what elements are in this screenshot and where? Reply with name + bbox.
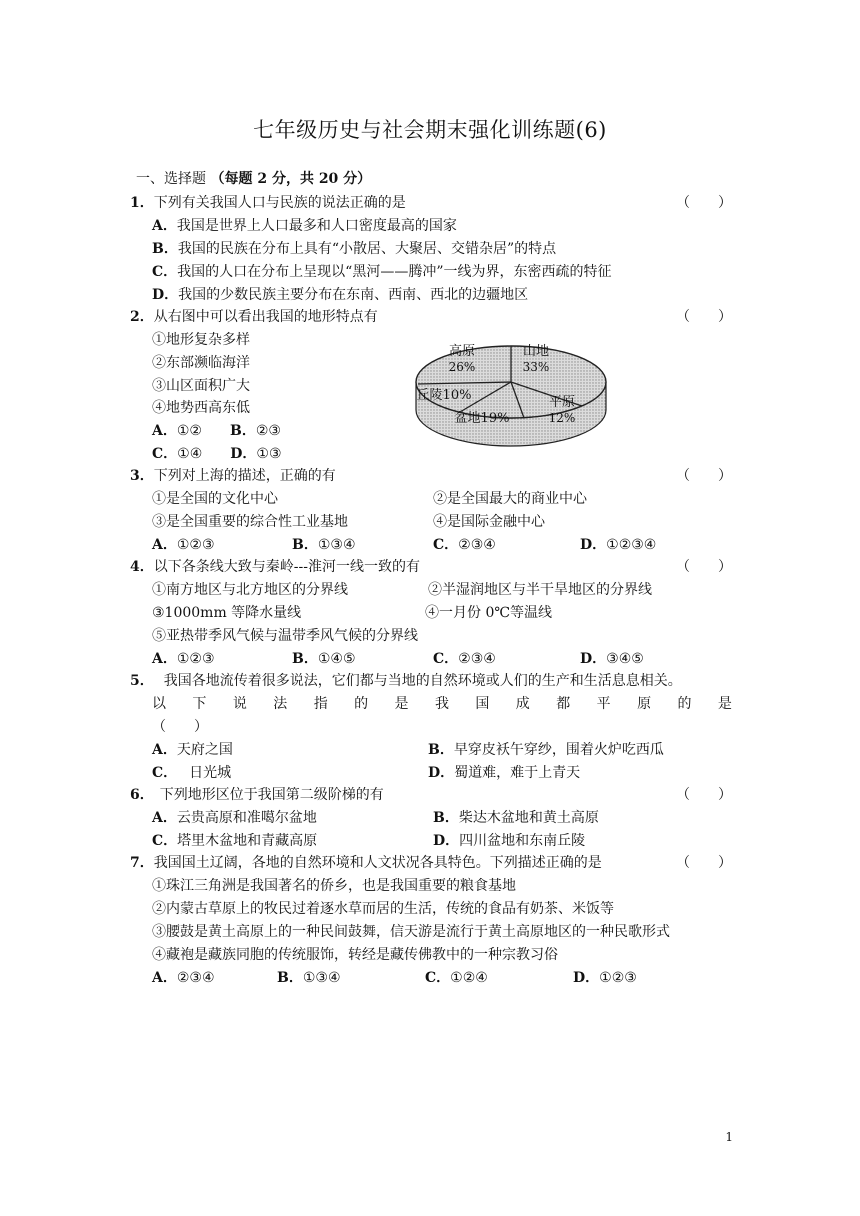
answer-bracket: （ ）: [676, 559, 732, 575]
statement-item: ①珠江三角洲是我国著名的侨乡，也是我国重要的粮食基地: [152, 878, 516, 894]
page-number: 1: [725, 1130, 733, 1144]
option-c: C． 日光城: [152, 765, 232, 781]
question-stem: 6． 下列地形区位于我国第二级阶梯的有: [130, 787, 384, 803]
answer-bracket: （ ）: [676, 468, 732, 484]
pie-label-gaoyuan: 高原: [448, 344, 476, 359]
answer-bracket: （ ）: [676, 787, 732, 803]
option-d: D．我国的少数民族主要分布在东南、西南、西北的边疆地区: [152, 287, 529, 303]
options-row-2: C．①④ D．①③: [152, 446, 282, 462]
statement-item: ②内蒙古草原上的牧民过着逐水草而居的生活，传统的食品有奶茶、米饭等: [152, 901, 614, 917]
question-stem: 1．下列有关我国人口与民族的说法正确的是: [130, 195, 406, 211]
question-stem: 5． 我国各地流传着很多说法，它们都与当地的自然环境或人们的生产和生活息息相关。: [130, 673, 682, 689]
question-stem: 2．从右图中可以看出我国的地形特点有: [130, 309, 378, 325]
option-a: A．天府之国: [152, 742, 233, 758]
question-stem: 4．以下各条线大致与秦岭---淮河一线一致的有: [130, 559, 420, 575]
statement-item: ①地形复杂多样: [152, 332, 250, 348]
answer-bracket: （ ）: [676, 309, 732, 325]
option-a: A．②③④: [152, 970, 215, 986]
option-b: B．①③④: [277, 970, 341, 986]
option-d: D．①②③: [573, 970, 637, 986]
statement-item: ①是全国的文化中心: [152, 491, 278, 507]
pie-label-pingyuan: 平原: [548, 395, 576, 410]
statement-item: ③是全国重要的综合性工业基地: [152, 514, 348, 530]
answer-bracket: （ ）: [676, 195, 732, 211]
pie-value-shandi: 33%: [522, 360, 550, 374]
option-b: B．①④⑤: [292, 651, 356, 667]
statement-item: ④藏袍是藏族同胞的传统服饰，转经是藏传佛教中的一种宗教习俗: [152, 947, 558, 963]
question-stem: 3．下列对上海的描述，正确的有: [130, 468, 336, 484]
statement-item: ②半湿润地区与半干旱地区的分界线: [428, 582, 652, 598]
page-title: 七年级历史与社会期末强化训练题(6): [253, 118, 607, 142]
question-stem-continued: 以 下 说 法 指 的 是 我 国 成 都 平 原 的 是: [152, 696, 732, 712]
option-a: A．①②③: [152, 651, 215, 667]
pie-label-qiuling: 丘陵10%: [416, 388, 472, 403]
option-d: D．③④⑤: [580, 651, 644, 667]
pie-value-gaoyuan: 26%: [448, 360, 476, 374]
statement-item: ④地势西高东低: [152, 400, 250, 416]
option-c: C．我国的人口在分布上呈现以“黑河——腾冲”一线为界，东密西疏的特征: [152, 264, 612, 280]
section-heading: [136, 168, 371, 188]
option-b: B．柴达木盆地和黄土高原: [433, 810, 599, 826]
statement-item: ②是全国最大的商业中心: [433, 491, 587, 507]
statement-item: ⑤亚热带季风气候与温带季风气候的分界线: [152, 628, 418, 644]
options-row-1: A．①② B．②③: [152, 423, 281, 439]
statement-item: ③腰鼓是黄土高原上的一种民间鼓舞，信天游是流行于黄土高原地区的一种民歌形式: [152, 924, 670, 940]
statement-item: ③山区面积广大: [152, 378, 250, 394]
statement-item: ④一月份 0℃等温线: [425, 605, 553, 621]
statement-item: ④是国际金融中心: [433, 514, 545, 530]
option-c: C．①②④: [425, 970, 488, 986]
statement-item: ①南方地区与北方地区的分界线: [152, 582, 348, 598]
option-b: B．我国的民族在分布上具有“小散居、大聚居、交错杂居”的特点: [152, 241, 557, 257]
option-d: D．蜀道难，难于上青天: [428, 765, 581, 781]
statement-item: ②东部濒临海洋: [152, 355, 250, 371]
pie-label-pendi: 盆地19%: [454, 411, 510, 426]
option-c: C．②③④: [433, 651, 496, 667]
statement-item: ③1000mm 等降水量线: [152, 605, 302, 621]
option-a: A．云贵高原和准噶尔盆地: [152, 810, 317, 826]
pie-label-shandi: 山地: [522, 344, 550, 359]
option-c: C．②③④: [433, 537, 496, 553]
option-a: A．①②③: [152, 537, 215, 553]
section-note: （每题 2 分，共 20 分）: [210, 171, 372, 187]
option-b: B．①③④: [292, 537, 356, 553]
section-label: 一、选择题: [136, 171, 206, 187]
option-c: C．塔里木盆地和青藏高原: [152, 833, 318, 849]
answer-bracket: （ ）: [152, 719, 208, 735]
terrain-pie-figure: [412, 322, 612, 452]
question-stem: 7．我国国土辽阔，各地的自然环境和人文状况各具特色。下列描述正确的是: [130, 855, 602, 871]
option-b: B．早穿皮袄午穿纱，围着火炉吃西瓜: [428, 742, 664, 758]
option-a: A．我国是世界上人口最多和人口密度最高的国家: [152, 218, 457, 234]
answer-bracket: （ ）: [676, 855, 732, 871]
pie-value-pingyuan: 12%: [548, 411, 576, 425]
option-d: D．①②③④: [580, 537, 657, 553]
option-d: D．四川盆地和东南丘陵: [433, 833, 586, 849]
